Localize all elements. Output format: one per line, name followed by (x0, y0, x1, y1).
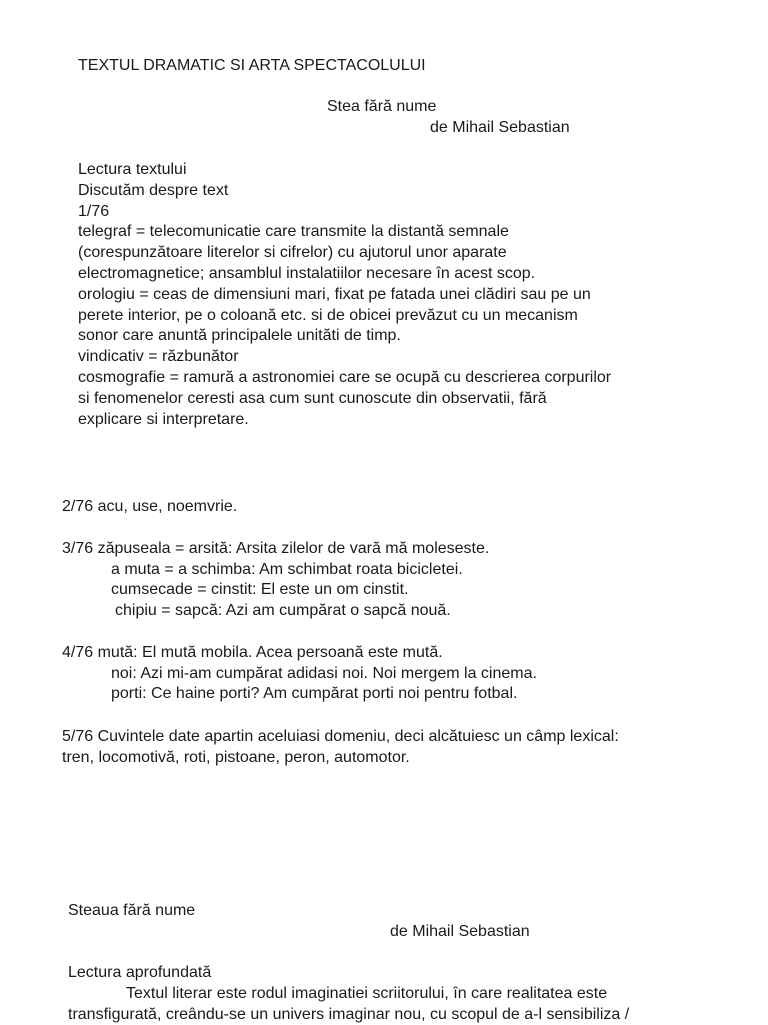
work-author: de Mihail Sebastian (430, 119, 570, 136)
text-line: transfigurată, creându-se un univers imaginar nou, cu scopul de a-l sensibiliza / (68, 1006, 630, 1023)
exercise-4-line: porti: Ce haine porti? Am cumpărat porti noi pentru fotbal. (111, 685, 518, 702)
text-line: Lectura textului (78, 161, 187, 178)
text-line: (corespunzătoare literelor si cifrelor) cu ajutorul unor aparate (78, 244, 507, 261)
exercise-3-line: 3/76 zăpuseala = arsită: Arsita zilelor de vară mă moleseste. (62, 540, 490, 557)
exercise-3-line: chipiu = sapcă: Azi am cumpărat o sapcă nouă. (115, 602, 451, 619)
exercise-3-line: cumsecade = cinstit: El este un om cinstit. (111, 581, 409, 598)
text-line: explicare si interpretare. (78, 411, 249, 428)
text-line: orologiu = ceas de dimensiuni mari, fixat pe fatada unei clădiri sau pe un (78, 286, 591, 303)
text-line: telegraf = telecomunicatie care transmite la distantă semnale (78, 223, 509, 240)
text-line: perete interior, pe o coloană etc. si de obicei prevăzut cu un mecanism (78, 307, 578, 324)
exercise-4-line: 4/76 mută: El mută mobila. Acea persoană este mută. (62, 644, 443, 661)
text-line: si fenomenelor ceresti asa cum sunt cunoscute din observatii, fără (78, 390, 547, 407)
document-heading: TEXTUL DRAMATIC SI ARTA SPECTACOLULUI (78, 57, 426, 74)
text-line: vindicativ = răzbunător (78, 348, 239, 365)
work-title: Stea fără nume (327, 98, 437, 115)
work-title-2: Steaua fără nume (68, 902, 196, 919)
exercise-4-line: noi: Azi mi-am cumpărat adidasi noi. Noi mergem la cinema. (111, 665, 537, 682)
text-line: sonor care anuntă principalele unităti de timp. (78, 327, 401, 344)
text-line: cosmografie = ramură a astronomiei care se ocupă cu descrierea corpurilor (78, 369, 612, 386)
section-subheading: Lectura aprofundată (68, 964, 212, 981)
work-author-2: de Mihail Sebastian (390, 923, 530, 940)
exercise-2: 2/76 acu, use, noemvrie. (62, 498, 238, 515)
text-line: electromagnetice; ansamblul instalatiilor necesare în acest scop. (78, 265, 536, 282)
text-line: Textul literar este rodul imaginatiei scriitorului, în care realitatea este (126, 985, 608, 1002)
exercise-5-line: 5/76 Cuvintele date apartin aceluiasi domeniu, deci alcătuiesc un câmp lexical: (62, 728, 619, 745)
text-line: 1/76 (78, 203, 110, 220)
exercise-5-line: tren, locomotivă, roti, pistoane, peron, automotor. (62, 749, 410, 766)
exercise-3-line: a muta = a schimba: Am schimbat roata bicicletei. (111, 561, 463, 578)
text-line: Discutăm despre text (78, 182, 229, 199)
